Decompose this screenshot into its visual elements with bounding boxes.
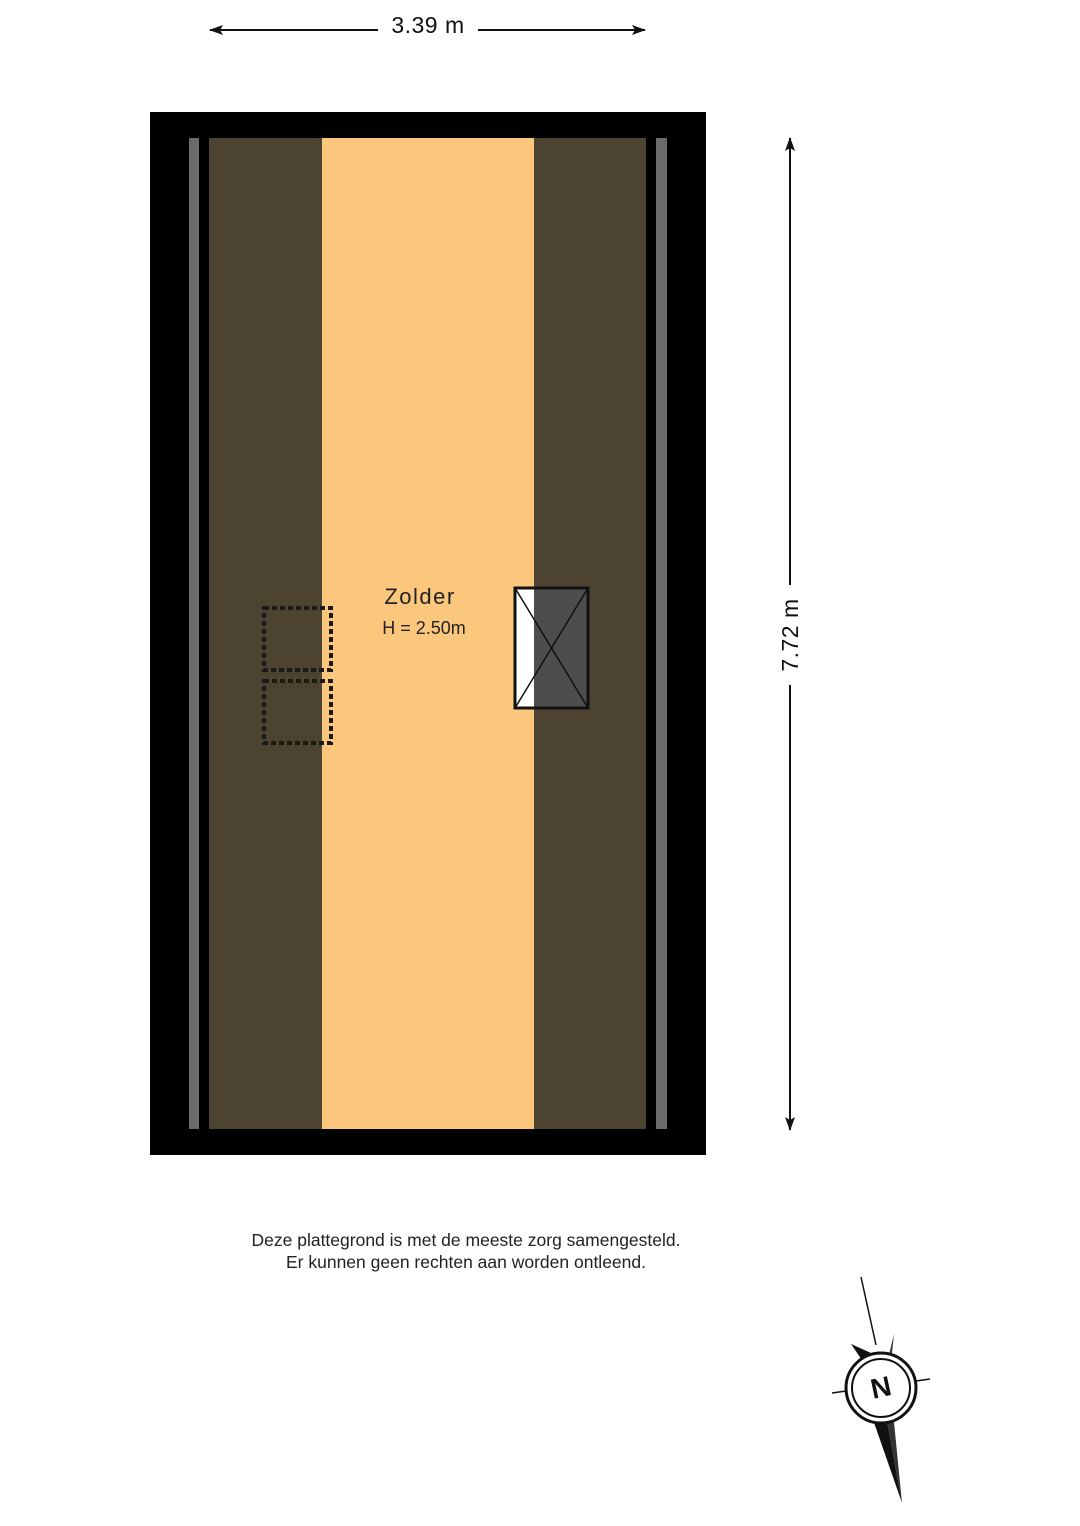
height-dimension-label: 7.72 m (775, 585, 805, 685)
width-dimension-label: 3.39 m (378, 12, 478, 39)
stair-opening (515, 588, 588, 708)
compass-north-label: N (867, 1370, 895, 1405)
disclaimer (166, 1229, 766, 1273)
disclaimer-line-1: Deze plattegrond is met de meeste zorg samengesteld. (251, 1230, 681, 1250)
left-wall-strip (189, 138, 199, 1129)
right-wall-strip (656, 138, 667, 1129)
room-height-label: H = 2.50m (382, 618, 466, 638)
room-name-label: Zolder (384, 584, 456, 609)
disclaimer-line-2: Er kunnen geen rechten aan worden ontleend. (286, 1252, 646, 1272)
